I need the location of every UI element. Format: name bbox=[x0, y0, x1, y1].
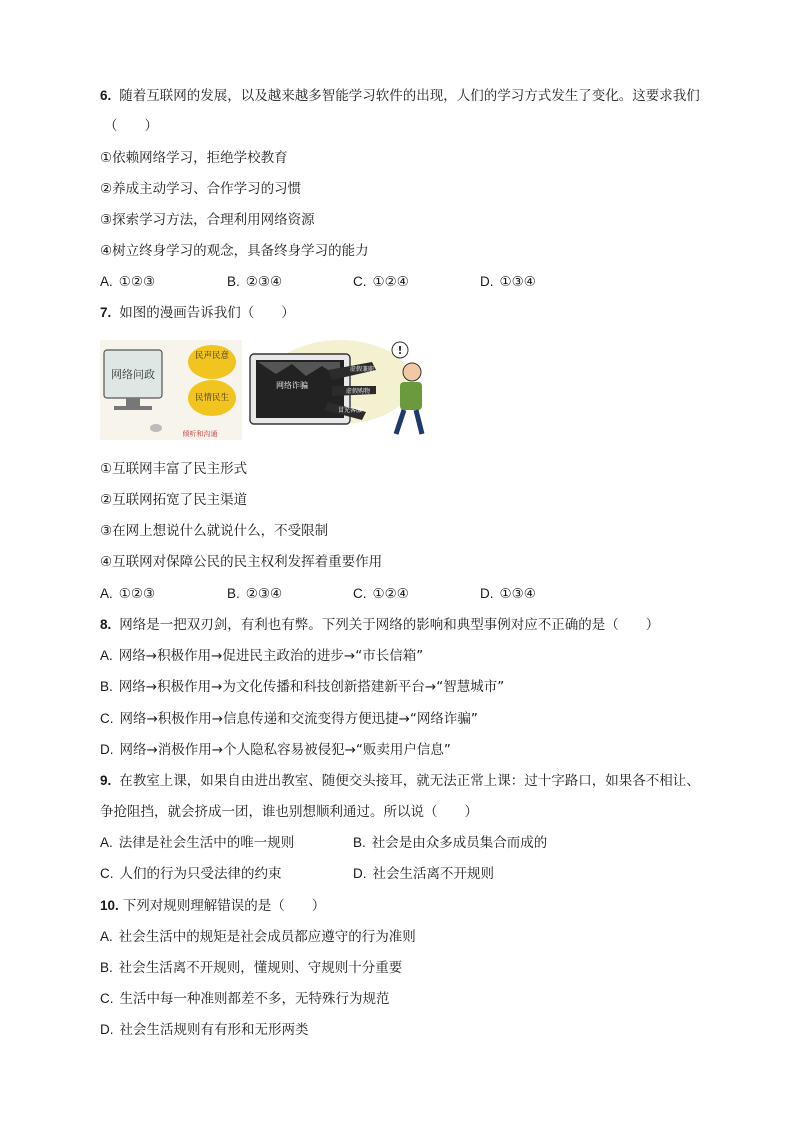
question-6-stem bbox=[100, 86, 700, 106]
option-label: A. bbox=[100, 648, 113, 663]
option-label: A. bbox=[100, 835, 113, 850]
question-text: 网络是一把双刃剑，有利也有弊。下列关于网络的影响和典型事例对应不正确的是（ ） bbox=[119, 617, 660, 633]
option-c[interactable] bbox=[353, 272, 409, 292]
option-label: B. bbox=[227, 586, 240, 601]
option-label: C. bbox=[100, 711, 114, 726]
option-label: B. bbox=[353, 835, 366, 850]
option-b[interactable] bbox=[227, 584, 282, 604]
option-label: C. bbox=[100, 991, 114, 1006]
monitor-stand bbox=[126, 398, 140, 406]
option-text: 网络→消极作用→个人隐私容易被侵犯→“贩卖用户信息” bbox=[119, 742, 451, 758]
option-c[interactable] bbox=[100, 989, 390, 1009]
option-text: ②③④ bbox=[245, 274, 283, 290]
option-label: D. bbox=[480, 586, 494, 601]
statement-item: ③探索学习方法，合理利用网络资源 bbox=[100, 212, 315, 228]
option-text: 社会生活离不开规则 bbox=[372, 866, 494, 882]
question-10-stem bbox=[100, 896, 325, 916]
option-text: 生活中每一种准则都差不多，无特殊行为规范 bbox=[119, 991, 390, 1007]
option-text: 社会生活中的规矩是社会成员都应遵守的行为准则 bbox=[118, 929, 416, 945]
option-label: A. bbox=[100, 586, 113, 601]
option-text: ①②④ bbox=[372, 586, 409, 602]
option-c[interactable] bbox=[353, 584, 409, 604]
comic-right-panel bbox=[250, 340, 422, 434]
option-a[interactable] bbox=[100, 927, 416, 947]
comic-illustration bbox=[100, 340, 440, 440]
question-text: 随着互联网的发展，以及越来越多智能学习软件的出现，人们的学习方式发生了变化。这要求我们 bbox=[119, 88, 700, 104]
comic-left-panel bbox=[100, 340, 242, 440]
option-a[interactable] bbox=[100, 646, 423, 666]
option-d[interactable] bbox=[100, 740, 451, 760]
person-head bbox=[403, 363, 421, 381]
option-text: ①②④ bbox=[372, 274, 409, 290]
option-b[interactable] bbox=[353, 833, 547, 853]
option-a[interactable] bbox=[100, 833, 294, 853]
option-text: ①②③ bbox=[118, 274, 156, 290]
option-text: 网络→积极作用→促进民主政治的进步→“市长信箱” bbox=[118, 648, 424, 664]
option-d[interactable] bbox=[480, 272, 536, 292]
option-text: ②③④ bbox=[245, 586, 283, 602]
option-text: ①③④ bbox=[499, 274, 536, 290]
claw-text-1: 虚假兼职 bbox=[350, 366, 375, 373]
option-text: 网络→积极作用→信息传递和交流变得方便迅捷→“网络诈骗” bbox=[119, 711, 478, 727]
option-b[interactable] bbox=[227, 272, 282, 292]
option-text: 网络→积极作用→为文化传播和科技创新搭建新平台→“智慧城市” bbox=[118, 679, 505, 695]
claw-text-3: 冒充客服 bbox=[338, 407, 363, 414]
option-d[interactable] bbox=[100, 1020, 309, 1040]
option-label: B. bbox=[100, 960, 113, 975]
option-text: 人们的行为只受法律的约束 bbox=[119, 866, 282, 882]
statement-item: ④互联网对保障公民的民主权利发挥着重要作用 bbox=[100, 554, 383, 570]
question-7-stem bbox=[100, 303, 295, 323]
option-label: D. bbox=[100, 1022, 114, 1037]
statement-item: ④树立终身学习的观念，具备终身学习的能力 bbox=[100, 243, 369, 259]
monitor-text: 网络诈骗 bbox=[276, 381, 308, 390]
option-label: C. bbox=[100, 866, 114, 881]
statement-item: ③在网上想说什么就说什么，不受限制 bbox=[100, 523, 329, 539]
question-9-stem bbox=[100, 771, 700, 791]
option-text: 法律是社会生活中的唯一规则 bbox=[118, 835, 295, 851]
claw-text-2: 虚假购物 bbox=[346, 388, 371, 395]
option-label: C. bbox=[353, 274, 367, 289]
bubble-text-1: 民声民意 bbox=[194, 351, 230, 361]
option-label: B. bbox=[227, 274, 240, 289]
option-label: A. bbox=[100, 929, 113, 944]
option-c[interactable] bbox=[100, 709, 478, 729]
question-number: 7. bbox=[100, 305, 112, 320]
option-d[interactable] bbox=[353, 864, 494, 884]
exclamation-mark: ! bbox=[397, 344, 403, 357]
question-text: 下列对规则理解错误的是（ ） bbox=[122, 898, 326, 914]
option-a[interactable] bbox=[100, 584, 155, 604]
option-text: ①②③ bbox=[118, 586, 156, 602]
question-number: 6. bbox=[100, 88, 112, 103]
option-label: D. bbox=[353, 866, 367, 881]
option-b[interactable] bbox=[100, 677, 504, 697]
option-a[interactable] bbox=[100, 272, 155, 292]
option-label: A. bbox=[100, 274, 113, 289]
option-label: D. bbox=[480, 274, 494, 289]
question-number: 10. bbox=[100, 898, 119, 913]
option-b[interactable] bbox=[100, 958, 402, 978]
statement-item: ②养成主动学习、合作学习的习惯 bbox=[100, 181, 302, 197]
option-text: ①③④ bbox=[499, 586, 536, 602]
question-number: 9. bbox=[100, 773, 112, 788]
statement-item: ②互联网拓宽了民主渠道 bbox=[100, 492, 248, 508]
statement-item: ①依赖网络学习，拒绝学校教育 bbox=[100, 150, 288, 166]
option-label: D. bbox=[100, 742, 114, 757]
bubble-text-2: 民情民生 bbox=[194, 393, 230, 403]
mouse bbox=[150, 424, 162, 432]
answer-bracket: （ ） bbox=[104, 118, 158, 134]
person-legs bbox=[396, 410, 422, 434]
option-text: 社会生活规则有有形和无形两类 bbox=[119, 1022, 309, 1038]
option-d[interactable] bbox=[480, 584, 536, 604]
person-body bbox=[400, 382, 422, 410]
question-8-stem bbox=[100, 615, 659, 635]
option-label: C. bbox=[353, 586, 367, 601]
panel-caption: 倾听和沟通 bbox=[182, 430, 218, 438]
question-9-stem-continued: 争抢阻挡，就会挤成一团，谁也别想顺利通过。所以说（ ） bbox=[100, 804, 478, 820]
option-label: B. bbox=[100, 679, 113, 694]
statement-item: ①互联网丰富了民主形式 bbox=[100, 461, 248, 477]
screen-text: 网络问政 bbox=[111, 368, 155, 381]
option-text: 社会是由众多成员集合而成的 bbox=[371, 835, 548, 851]
option-text: 社会生活离不开规则，懂规则、守规则十分重要 bbox=[118, 960, 403, 976]
question-number: 8. bbox=[100, 617, 112, 632]
question-text: 在教室上课，如果自由进出教室、随便交头接耳，就无法正常上课：过十字路口，如果各不相让、 bbox=[119, 773, 700, 789]
option-c[interactable] bbox=[100, 864, 282, 884]
question-text: 如图的漫画告诉我们（ ） bbox=[119, 305, 295, 321]
monitor-base bbox=[114, 406, 152, 410]
